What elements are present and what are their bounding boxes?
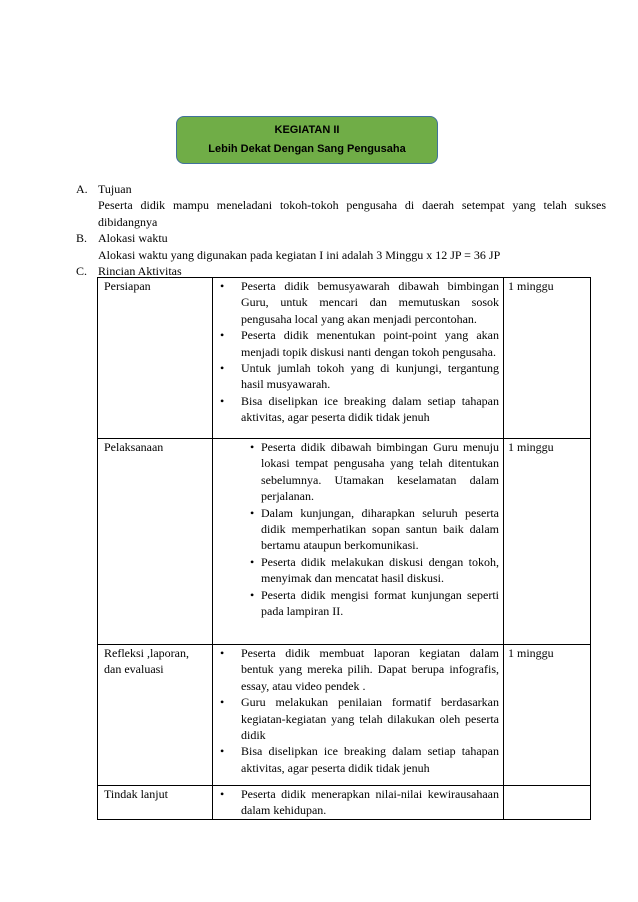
activity-text: Untuk jumlah tokoh yang di kunjungi, tergantung hasil musyawarah. — [241, 361, 499, 392]
list-item — [217, 505, 499, 554]
activities-cell — [213, 439, 504, 645]
list-item — [217, 278, 499, 327]
bullet-icon: • — [220, 328, 225, 343]
activity-text: Bisa diselipkan ice breaking dalam setiap tahapan aktivitas, agar peserta didik tidak jenuh — [241, 744, 499, 775]
stage-cell: Tindak lanjut — [98, 786, 213, 820]
section-text: Peserta didik mampu meneladani tokoh-tokoh pengusaha di daerah setempat yang telah sukses dibidangnya — [98, 198, 606, 229]
duration-cell: 1 minggu — [504, 278, 591, 439]
section-marker: C. — [76, 264, 88, 279]
bullet-icon: • — [220, 744, 225, 759]
activity-text: Peserta didik menentukan point-point yang akan menjadi topik diskusi nanti dengan tokoh pengusaha. — [241, 328, 499, 359]
duration-cell: 1 minggu — [504, 645, 591, 786]
activities-cell — [213, 645, 504, 786]
bullet-icon: • — [250, 554, 255, 569]
activity-table — [97, 277, 591, 820]
list-item — [217, 786, 499, 819]
activities-cell — [213, 278, 504, 439]
table-row — [98, 786, 591, 820]
activity-text: Peserta didik menerapkan nilai-nilai kewirausahaan dalam kehidupan. — [241, 787, 499, 818]
section-marker: A. — [76, 182, 88, 196]
activity-text: Peserta didik melakukan diskusi dengan tokoh, menyimak dan mencatat hasil diskusi. — [261, 554, 499, 586]
bullet-icon: • — [250, 440, 255, 454]
table-row — [98, 645, 591, 786]
document-sections — [76, 181, 606, 279]
list-item — [217, 554, 499, 587]
activity-text: Guru melakukan penilaian formatif berdasarkan kegiatan-kegiatan yang telah dilakukan oleh peserta didik — [241, 695, 499, 743]
section-heading: Tujuan — [98, 182, 132, 196]
stage-cell: Pelaksanaan — [98, 439, 213, 645]
stage-cell: Refleksi ,laporan, dan evaluasi — [98, 645, 213, 786]
section-marker: B. — [76, 231, 88, 246]
section-heading: Rincian Aktivitas — [98, 264, 182, 279]
list-item — [217, 587, 499, 620]
bullet-icon: • — [220, 646, 225, 660]
list-item — [217, 393, 499, 426]
activities-cell — [213, 786, 504, 820]
list-item — [217, 327, 499, 360]
duration-cell: 1 minggu — [504, 439, 591, 645]
list-item — [217, 360, 499, 393]
activity-text: Peserta didik membuat laporan kegiatan dalam bentuk yang mereka pilih. Dapat berupa infografis, essay, atau video pendek . — [241, 646, 499, 693]
section-heading: Alokasi waktu — [98, 231, 168, 246]
bullet-icon: • — [250, 505, 255, 520]
activity-banner — [176, 116, 438, 164]
activity-text: Bisa diselipkan ice breaking dalam setiap tahapan aktivitas, agar peserta didik tidak jenuh — [241, 393, 499, 425]
bullet-icon: • — [250, 587, 255, 602]
bullet-icon: • — [220, 361, 225, 376]
bullet-icon: • — [220, 787, 225, 801]
activity-text: Dalam kunjungan, diharapkan seluruh peserta didik memperhatikan sopan santun baik dalam bertamu ataupun berkomunikasi. — [261, 505, 499, 553]
section-text: Alokasi waktu yang digunakan pada kegiatan I ini adalah 3 Minggu x 12 JP = 36 JP — [98, 247, 501, 262]
bullet-icon: • — [220, 279, 225, 293]
duration-cell — [504, 786, 591, 820]
section-alokasi-waktu — [76, 230, 606, 263]
list-item — [217, 439, 499, 505]
table-row — [98, 439, 591, 645]
table-row — [98, 278, 591, 439]
bullet-icon: • — [220, 393, 225, 408]
banner-subtitle: Lebih Dekat Dengan Sang Pengusaha — [208, 143, 406, 155]
section-tujuan — [76, 181, 606, 230]
bullet-icon: • — [220, 695, 225, 710]
activity-text: Peserta didik bemusyawarah dibawah bimbingan Guru, untuk mencari dan memutuskan sosok pengusaha local yang akan menjadi percontohan. — [241, 279, 499, 326]
list-item — [217, 694, 499, 743]
list-item — [217, 645, 499, 694]
activity-text: Peserta didik dibawah bimbingan Guru menuju lokasi tempat pengusaha yang telah ditentukan sebelumnya. Utamakan keselamatan dalam perjalanan. — [261, 440, 499, 504]
banner-title: KEGIATAN II — [274, 124, 340, 136]
stage-cell: Persiapan — [98, 278, 213, 439]
list-item — [217, 743, 499, 776]
activity-text: Peserta didik mengisi format kunjungan seperti pada lampiran II. — [261, 587, 499, 619]
